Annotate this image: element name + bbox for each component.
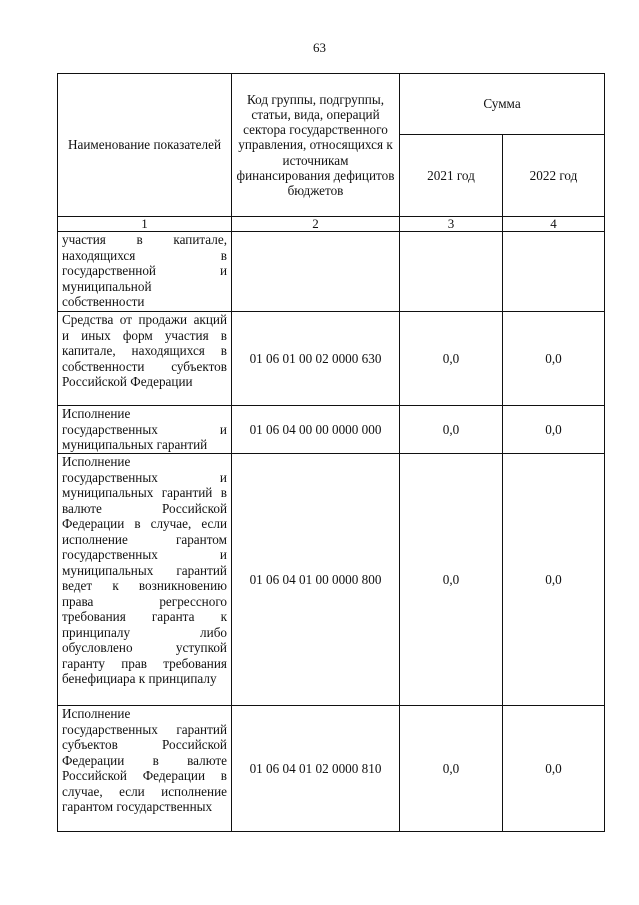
column-number-1: 1 [58, 217, 232, 232]
row-code: 01 06 04 00 00 0000 000 [232, 406, 400, 454]
row-value-2022: 0,0 [503, 706, 605, 832]
row-value-2021: 0,0 [400, 312, 503, 406]
table-row [58, 312, 605, 406]
row-name: Исполнение государственных гарантий субъектов Российской Федерации в валюте Российской Федерации в случае, если исполнение гарантом государственных [58, 706, 232, 832]
row-name: Средства от продажи акций и иных форм участия в капитале, находящихся в собственности субъектов Российской Федерации [58, 312, 232, 406]
row-value-2022 [503, 232, 605, 312]
column-number-3: 3 [400, 217, 503, 232]
header-indicator-name: Наименование показателей [58, 74, 232, 217]
table-row [58, 454, 605, 706]
row-code: 01 06 04 01 00 0000 800 [232, 454, 400, 706]
row-value-2021: 0,0 [400, 406, 503, 454]
row-name: участия в капитале, находящихся в государственной и муниципальной собственности [58, 232, 232, 312]
row-value-2021: 0,0 [400, 706, 503, 832]
row-value-2022: 0,0 [503, 454, 605, 706]
row-value-2021: 0,0 [400, 454, 503, 706]
table-row [58, 706, 605, 832]
table-row [58, 232, 605, 312]
row-name: Исполнение государственных и муниципальных гарантий в валюте Российской Федерации в случае, если исполнение гарантом государственных и муниципальных гарантий ведет к возникновению права регрессного требования гаранта к принципалу либо обусловлено уступкой гаранту прав требования бенефициара к принципалу [58, 454, 232, 706]
row-code: 01 06 01 00 02 0000 630 [232, 312, 400, 406]
header-code: Код группы, подгруппы, статьи, вида, операций сектора государственного управления, относящихся к источникам финансирования дефицитов бюджетов [232, 74, 400, 217]
page-number: 63 [313, 40, 326, 55]
row-value-2022: 0,0 [503, 406, 605, 454]
budget-sources-table [57, 73, 605, 832]
row-value-2021 [400, 232, 503, 312]
column-number-2: 2 [232, 217, 400, 232]
header-year-2021: 2021 год [400, 135, 503, 217]
row-name: Исполнение государственных и муниципальных гарантий [58, 406, 232, 454]
column-number-4: 4 [503, 217, 605, 232]
table-row [58, 406, 605, 454]
row-code: 01 06 04 01 02 0000 810 [232, 706, 400, 832]
header-sum: Сумма [400, 74, 605, 135]
header-year-2022: 2022 год [503, 135, 605, 217]
row-code [232, 232, 400, 312]
row-value-2022: 0,0 [503, 312, 605, 406]
